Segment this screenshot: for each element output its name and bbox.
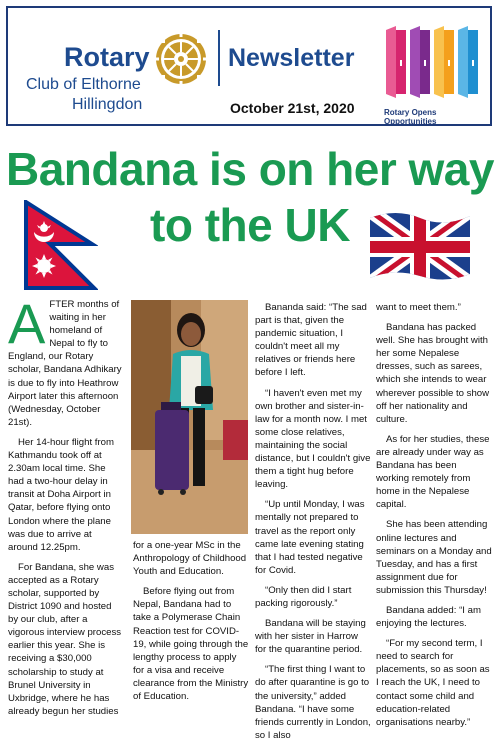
- rotary-opens-opportunities-doors-logo: [384, 24, 488, 104]
- article-paragraph: Her 14-hour flight from Kathmandu took off at 2.30am local time. She had a two-hour delay in transit at Doha Airport in Qatar, before flying onto London where the plane was due to arrive at around 12.25pm.: [8, 436, 114, 553]
- article-paragraph: Before flying out from Nepal, Bandana had to take a Polymerase Chain Reaction test for COVID-19, while going through the lengthy process to apply for a visa and receive clearance from the Ministry of Education.: [133, 586, 249, 703]
- article-paragraph: want to meet them.”: [376, 302, 461, 313]
- issue-date: October 21st, 2020: [230, 100, 355, 116]
- drop-cap: A: [8, 292, 46, 355]
- article-paragraph: “Only then did I start packing rigorously.”: [255, 584, 352, 609]
- article-paragraph: “For my second term, I need to search for placements, so as soon as I reach the UK, I need to contact some child and education-related organisations nearby.”: [376, 638, 490, 728]
- article-paragraph: She has been attending online lectures and seminars on a Monday and Tuesday, and has a first assignment due for submission this Thursday!: [376, 519, 492, 596]
- article-column-3: [255, 301, 371, 749]
- bandana-photo: [131, 300, 248, 534]
- article-column-1: [8, 292, 124, 725]
- article-paragraph: As for her studies, these are already under way as Bandana has been working remotely from home in the Nepalese capital.: [376, 433, 490, 511]
- article-paragraph: Bananda said: “The sad part is that, given the pandemic situation, I couldn't meet all my relatives or friends here before I left.: [255, 302, 367, 379]
- article-paragraph: Bandana will be staying with her sister in Harrow for the quarantine period.: [255, 618, 366, 656]
- headline-line-1: Bandana is on her way: [6, 143, 494, 195]
- article-paragraph: Bandana has packed well. She has brought with her some Nepalese dresses, such as sarees, which she intends to wear wherever possible to show off her nationality and culture.: [376, 322, 490, 425]
- rotary-wordmark: Rotary: [64, 42, 150, 72]
- article-paragraph: For Bandana, she was accepted as a Rotary scholar, supported by District 1090 and hosted by our club, after a vigorous interview process earlier this year. She is receiving a $30,000 scholarship to study at Brunel University in Uxbridge, where he has already begun her studies: [8, 561, 122, 717]
- rotary-wheel-logo: [154, 32, 208, 86]
- article-column-2: [133, 539, 249, 710]
- rotary-tagline: Rotary Opens Opportunities: [384, 108, 437, 126]
- header-divider: [218, 30, 220, 86]
- club-name: Club of Elthorne: [26, 76, 141, 93]
- article-paragraph: Bandana added: “I am enjoying the lectures.: [376, 604, 481, 630]
- article-paragraph: for a one-year MSc in the Anthropology of Childhood Youth and Education.: [133, 540, 247, 578]
- headline-line-2: to the UK: [150, 199, 350, 251]
- article-paragraph: AFTER months of waiting in her homeland of Nepal to fly to England, our Rotary scholar, Bandana Adhikary is due to fly into Heathrow Airport later this afternoon (Wednesday, October 21st).: [8, 292, 122, 428]
- article-paragraph: “I haven't even met my own brother and sister-in-law for a month now. I met some close relatives, maintaining the social distance, but I couldn't give them a tight hug before leaving.: [255, 387, 371, 491]
- club-location: Hillingdon: [72, 96, 143, 113]
- article-column-4: [376, 301, 492, 736]
- article-paragraph: “Up until Monday, I was mentally not prepared to travel as the report only came late evening stating that I had tested negative for Covid.: [255, 499, 365, 576]
- newsletter-header: [6, 6, 492, 126]
- uk-flag: [366, 208, 474, 286]
- article-paragraph: “The first thing I want to do after quarantine is go to the university,” added Bandana. “I have some friends currently in London, so I also: [255, 664, 371, 741]
- newsletter-title: Newsletter: [228, 44, 355, 72]
- nepal-flag: [24, 200, 98, 290]
